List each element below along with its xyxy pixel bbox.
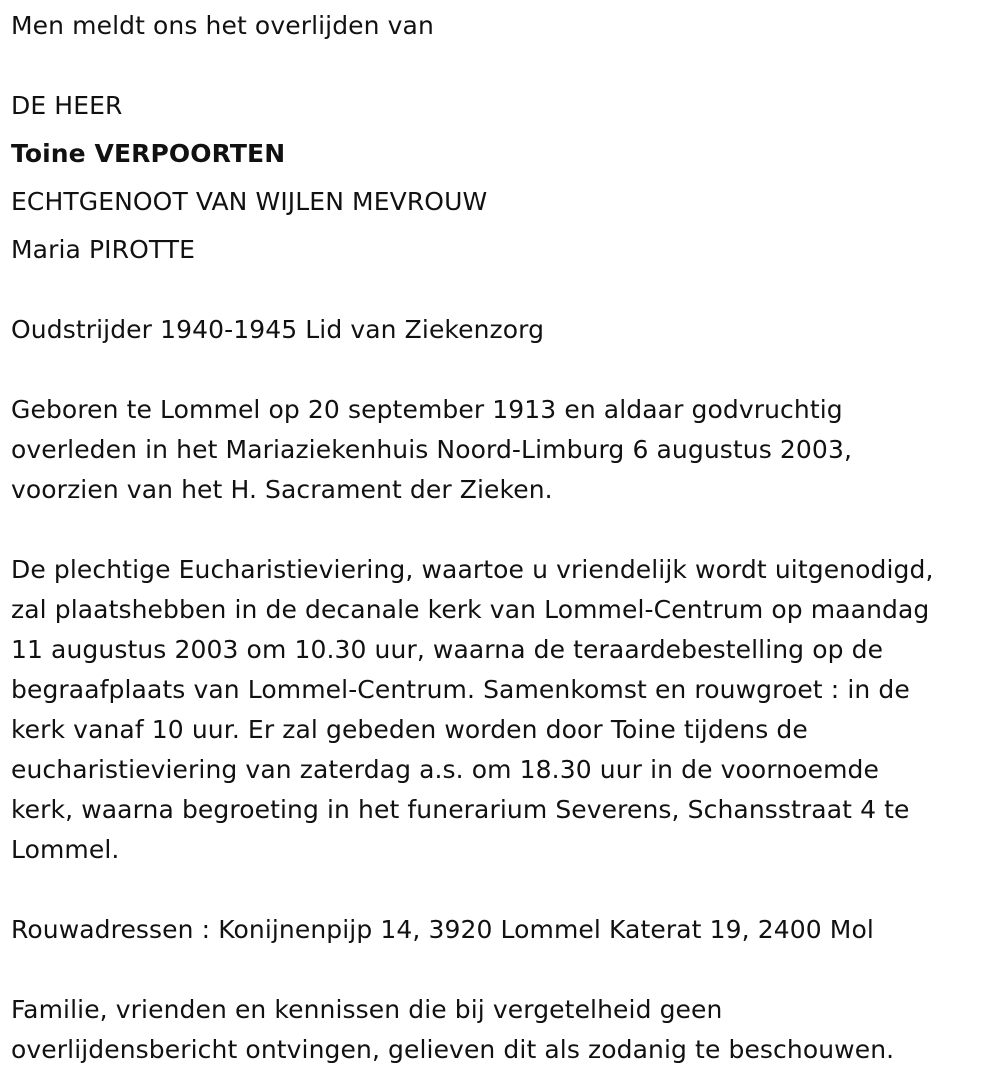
- ceremony-line: begraafplaats van Lommel-Centrum. Samenkomst en rouwgroet : in de: [11, 675, 910, 704]
- deceased-name: Toine VERPOORTEN: [11, 139, 286, 168]
- birth-death-line: overleden in het Mariaziekenhuis Noord-Limburg 6 augustus 2003,: [11, 435, 852, 464]
- ceremony-line: zal plaatshebben in de decanale kerk van Lommel-Centrum op maandag: [11, 595, 930, 624]
- ceremony-line: kerk, waarna begroeting in het funerarium Severens, Schansstraat 4 te: [11, 795, 910, 824]
- ceremony-line: 11 augustus 2003 om 10.30 uur, waarna de teraardebestelling op de: [11, 635, 884, 664]
- title-text: DE HEER: [11, 91, 123, 120]
- ceremony-line: De plechtige Eucharistieviering, waartoe u vriendelijk wordt uitgenodigd,: [11, 555, 934, 584]
- ceremony-line: eucharistieviering van zaterdag a.s. om 18.30 uur in de voornoemde: [11, 755, 879, 784]
- mourning-addresses: Rouwadressen : Konijnenpijp 14, 3920 Lommel Katerat 19, 2400 Mol: [11, 915, 874, 944]
- ceremony-line: kerk vanaf 10 uur. Er zal gebeden worden door Toine tijdens de: [11, 715, 808, 744]
- birth-death-line: Geboren te Lommel op 20 september 1913 en aldaar godvruchtig: [11, 395, 843, 424]
- closing-line: overlijdensbericht ontvingen, gelieven dit als zodanig te beschouwen.: [11, 1035, 895, 1064]
- relation-text: ECHTGENOOT VAN WIJLEN MEVROUW: [11, 187, 488, 216]
- intro-text: Men meldt ons het overlijden van: [11, 11, 434, 40]
- affiliations-text: Oudstrijder 1940-1945 Lid van Ziekenzorg: [11, 315, 545, 344]
- spouse-name: Maria PIROTTE: [11, 235, 196, 264]
- closing-line: Familie, vrienden en kennissen die bij vergetelheid geen: [11, 995, 723, 1024]
- ceremony-line: Lommel.: [11, 835, 120, 864]
- birth-death-line: voorzien van het H. Sacrament der Zieken.: [11, 475, 553, 504]
